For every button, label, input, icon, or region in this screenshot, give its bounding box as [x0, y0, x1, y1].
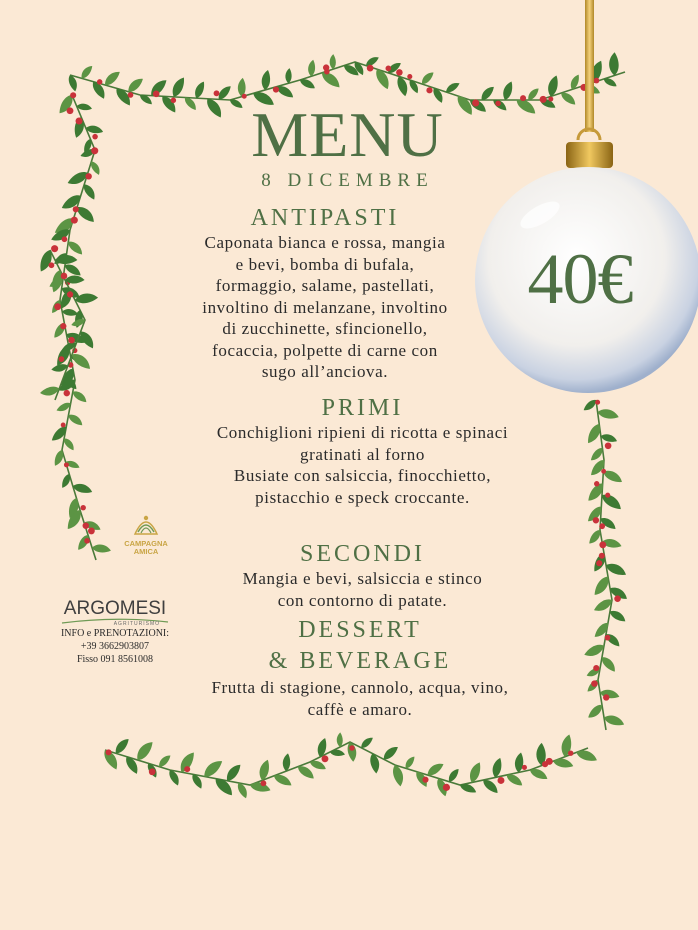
primi-line: gratinati al forno: [299, 444, 426, 464]
beverage-heading: & BEVERAGE: [268, 648, 452, 674]
argomesi-contact-block: [40, 598, 190, 666]
antipasti-line: formaggio, salame, pastellati,: [215, 276, 435, 295]
antipasti-line: e bevi, bomba di bufala,: [235, 254, 415, 274]
menu-date: 8 DICEMBRE: [261, 170, 434, 191]
campagna-amica-logo: [116, 512, 176, 556]
dessert-line: Frutta di stagione, cannolo, acqua, vino,: [211, 678, 509, 697]
primi-line: Conchiglioni ripieni di ricotta e spinaci: [216, 423, 509, 442]
secondi-heading: SECONDI: [299, 541, 425, 567]
contact-mobile: +39 3662903807: [80, 641, 150, 652]
secondi-items: [185, 568, 540, 611]
primi-items: [155, 422, 570, 508]
primi-line: pistacchio e speck croccante.: [255, 487, 470, 507]
campagna-amica-text-2: AMICA: [133, 547, 159, 556]
dessert-section: [140, 616, 580, 720]
menu-title: MENU: [251, 99, 444, 170]
antipasti-section: [180, 204, 470, 383]
dessert-heading: DESSERT: [298, 617, 422, 643]
primi-section: [155, 394, 570, 508]
primi-line: Busiate con salsiccia, finocchietto,: [233, 466, 492, 485]
price-tag: 40€: [527, 239, 633, 319]
antipasti-line: sugo all’anciova.: [261, 362, 389, 381]
campagna-amica-text-1: CAMPAGNA: [124, 539, 168, 548]
dessert-items: [140, 677, 580, 720]
antipasti-line: Caponata bianca e rossa, mangia: [204, 233, 446, 252]
antipasti-line: focaccia, polpette di carne con: [212, 340, 438, 360]
secondi-section: [185, 540, 540, 611]
contact-landline: Fisso 091 8561008: [76, 654, 154, 665]
antipasti-line: involtino di melanzane, involtino: [202, 297, 448, 317]
antipasti-heading: ANTIPASTI: [250, 205, 400, 231]
dessert-line: caffè e amaro.: [307, 699, 413, 719]
contact-label: INFO e PRENOTAZIONI:: [60, 628, 170, 639]
argomesi-logo: ARGOMESI: [63, 598, 167, 619]
secondi-line: con contorno di patate.: [277, 590, 448, 610]
argomesi-tagline: AGRITURISMO: [113, 621, 160, 627]
primi-heading: PRIMI: [321, 395, 404, 421]
antipasti-items: [180, 232, 470, 383]
antipasti-line: di zucchinette, sfincionello,: [222, 319, 428, 338]
christmas-bauble-icon: [470, 0, 698, 400]
farm-field-icon: [133, 512, 159, 536]
secondi-line: Mangia e bevi, salsiccia e stinco: [242, 569, 483, 588]
